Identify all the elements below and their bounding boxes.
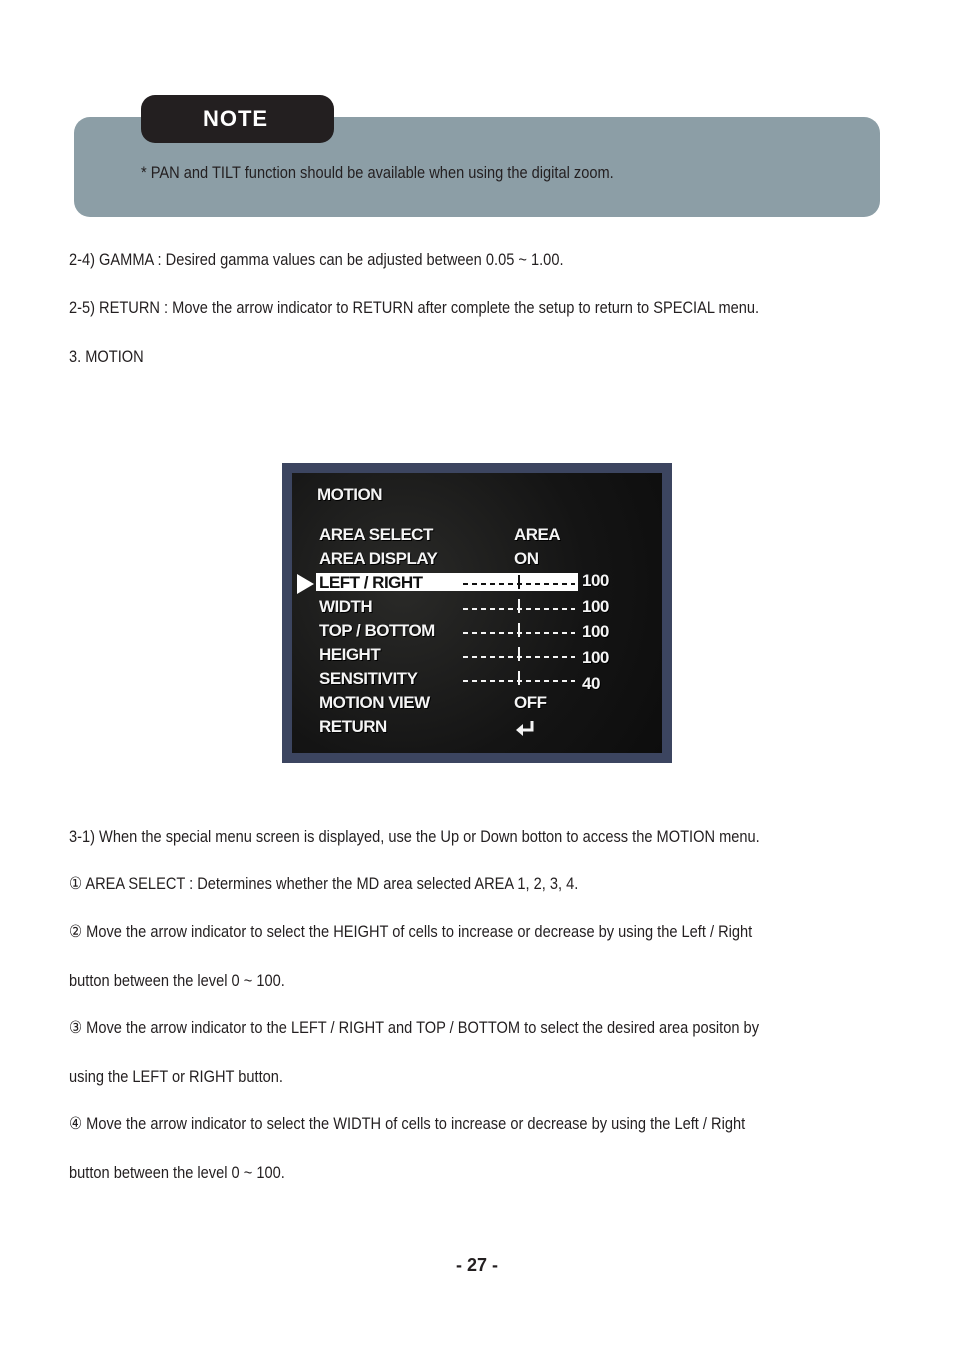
gamma-paragraph: 2-4) GAMMA : Desired gamma values can be adjusted between 0.05 ~ 1.00. xyxy=(69,250,564,269)
instruction-3-cont: using the LEFT or RIGHT button. xyxy=(69,1067,283,1086)
osd-slider-marker xyxy=(518,623,520,637)
osd-title: MOTION xyxy=(317,485,382,504)
osd-slider-marker xyxy=(518,647,520,661)
note-text: * PAN and TILT function should be available when using the digital zoom. xyxy=(141,163,614,182)
motion-heading: 3. MOTION xyxy=(69,347,144,366)
osd-item-number: 40 xyxy=(582,674,600,693)
instruction-2: ② Move the arrow indicator to select the HEIGHT of cells to increase or decrease by using the Left / Right xyxy=(69,922,753,941)
osd-item-value: OFF xyxy=(514,693,547,712)
selection-arrow-icon xyxy=(297,574,314,594)
osd-slider-marker xyxy=(518,575,520,589)
osd-item-label: AREA SELECT xyxy=(319,525,433,544)
osd-item-number: 100 xyxy=(582,648,609,667)
return-paragraph: 2-5) RETURN : Move the arrow indicator to RETURN after complete the setup to return to SPECIAL menu. xyxy=(69,298,760,317)
instruction-3: ③ Move the arrow indicator to the LEFT / RIGHT and TOP / BOTTOM to select the desired area positon by xyxy=(69,1018,760,1037)
osd-item-label: MOTION VIEW xyxy=(319,693,430,712)
osd-screen xyxy=(292,473,662,753)
osd-screenshot xyxy=(282,463,672,763)
osd-item-number: 100 xyxy=(582,597,609,616)
osd-item-label-selected: LEFT / RIGHT xyxy=(319,573,423,592)
osd-slider-marker xyxy=(518,671,520,685)
note-title: NOTE xyxy=(141,95,334,143)
osd-item-number: 100 xyxy=(582,571,609,590)
return-enter-icon xyxy=(514,719,538,739)
osd-item-label: WIDTH xyxy=(319,597,373,616)
osd-item-value: ON xyxy=(514,549,539,568)
instruction-2-cont: button between the level 0 ~ 100. xyxy=(69,971,285,990)
osd-item-value: AREA xyxy=(514,525,561,544)
osd-item-label: RETURN xyxy=(319,717,387,736)
osd-item-label: TOP / BOTTOM xyxy=(319,621,435,640)
osd-item-label: AREA DISPLAY xyxy=(319,549,438,568)
instruction-intro: 3-1) When the special menu screen is displayed, use the Up or Down botton to access the MOTION menu. xyxy=(69,827,760,846)
instruction-4-cont: button between the level 0 ~ 100. xyxy=(69,1163,285,1182)
page-number: - 27 - xyxy=(455,1255,498,1275)
osd-slider-marker xyxy=(518,599,520,613)
instruction-4: ④ Move the arrow indicator to select the WIDTH of cells to increase or decrease by using the Left / Right xyxy=(69,1114,746,1133)
osd-item-label: SENSITIVITY xyxy=(319,669,418,688)
osd-item-label: HEIGHT xyxy=(319,645,381,664)
osd-item-number: 100 xyxy=(582,622,609,641)
instruction-1: ① AREA SELECT : Determines whether the MD area selected AREA 1, 2, 3, 4. xyxy=(69,874,579,893)
